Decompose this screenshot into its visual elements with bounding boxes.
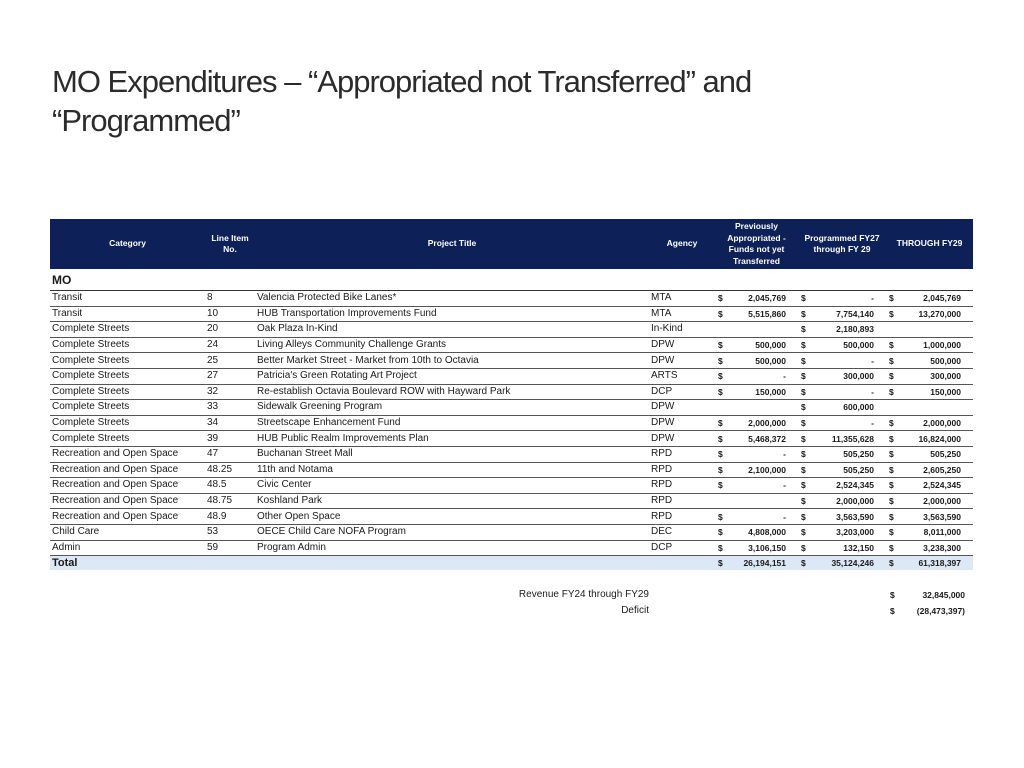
cell-previously-value: 5,515,860	[748, 308, 786, 319]
currency-symbol: $	[889, 433, 894, 444]
currency-symbol: $	[718, 480, 723, 491]
header-through-fy29: THROUGH FY29	[886, 219, 973, 269]
cell-programmed-value: -	[871, 355, 874, 366]
cell-previously	[715, 462, 798, 478]
table-row	[50, 353, 973, 369]
cell-programmed-value: 3,203,000	[836, 527, 874, 538]
cell-previously-value: 500,000	[755, 355, 786, 366]
cell-programmed	[798, 462, 886, 478]
cell-through-value: 3,563,590	[923, 511, 961, 522]
currency-symbol: $	[889, 308, 894, 319]
currency-symbol: $	[801, 511, 806, 522]
cell-line-item: 48.5	[205, 478, 255, 494]
currency-symbol: $	[801, 449, 806, 460]
total-row	[50, 556, 973, 571]
currency-symbol: $	[801, 496, 806, 507]
currency-symbol: $	[889, 371, 894, 382]
currency-symbol: $	[718, 527, 723, 538]
cell-category: Transit	[50, 291, 205, 307]
cell-agency: DEC	[649, 524, 715, 540]
cell-line-item: 59	[205, 540, 255, 556]
cell-through-value: 8,011,000	[923, 527, 961, 538]
cell-previously	[715, 306, 798, 322]
total-previously-value: 26,194,151	[743, 558, 786, 569]
currency-symbol: $	[889, 480, 894, 491]
cell-category: Recreation and Open Space	[50, 446, 205, 462]
cell-line-item: 32	[205, 384, 255, 400]
summary-row	[50, 603, 973, 619]
cell-category: Complete Streets	[50, 384, 205, 400]
cell-programmed-value: 3,563,590	[836, 511, 874, 522]
cell-programmed	[798, 478, 886, 494]
currency-symbol: $	[889, 449, 894, 460]
cell-agency: RPD	[649, 462, 715, 478]
cell-project-title: Re-establish Octavia Boulevard ROW with Hayward Park	[255, 384, 649, 400]
cell-through-value: 2,045,769	[923, 293, 961, 304]
cell-programmed-value: 11,355,628	[831, 433, 874, 444]
cell-through	[886, 291, 973, 307]
header-project-title: Project Title	[255, 219, 649, 269]
cell-line-item: 33	[205, 400, 255, 416]
cell-project-title: Patricia's Green Rotating Art Project	[255, 368, 649, 384]
currency-symbol: $	[801, 418, 806, 429]
cell-through-value: 16,824,000	[918, 433, 961, 444]
cell-project-title: Living Alleys Community Challenge Grants	[255, 337, 649, 353]
cell-agency: DPW	[649, 353, 715, 369]
cell-line-item: 8	[205, 291, 255, 307]
cell-programmed	[798, 322, 886, 338]
cell-programmed-value: 505,250	[843, 464, 874, 475]
cell-line-item: 48.9	[205, 509, 255, 525]
currency-symbol: $	[718, 340, 723, 351]
cell-category: Child Care	[50, 524, 205, 540]
cell-agency: DPW	[649, 400, 715, 416]
cell-agency: RPD	[649, 446, 715, 462]
currency-symbol: $	[718, 386, 723, 397]
cell-previously-value: 2,000,000	[748, 418, 786, 429]
cell-agency: RPD	[649, 478, 715, 494]
cell-previously-value: -	[783, 371, 786, 382]
cell-agency: ARTS	[649, 368, 715, 384]
table-row	[50, 337, 973, 353]
currency-symbol: $	[718, 308, 723, 319]
table-row	[50, 524, 973, 540]
summary-label: Revenue FY24 through FY29	[518, 589, 649, 600]
table-row	[50, 540, 973, 556]
cell-programmed	[798, 384, 886, 400]
cell-line-item: 39	[205, 431, 255, 447]
cell-through-value: 2,524,345	[923, 480, 961, 491]
cell-through	[886, 478, 973, 494]
cell-previously	[715, 493, 798, 509]
currency-symbol: $	[801, 371, 806, 382]
table-row	[50, 368, 973, 384]
cell-through-value: 2,605,250	[923, 464, 961, 475]
cell-previously-value: -	[783, 511, 786, 522]
cell-through	[886, 462, 973, 478]
currency-symbol: $	[889, 386, 894, 397]
cell-previously	[715, 400, 798, 416]
cell-project-title: Oak Plaza In-Kind	[255, 322, 649, 338]
table-row	[50, 415, 973, 431]
currency-symbol: $	[801, 558, 806, 569]
table-row	[50, 462, 973, 478]
section-row	[50, 269, 973, 291]
cell-through-value: 150,000	[930, 386, 961, 397]
cell-through	[886, 306, 973, 322]
total-programmed-value: 35,124,246	[831, 558, 874, 569]
page-title-line-1: MO Expenditures – “Appropriated not Transferred” and	[52, 64, 752, 99]
cell-line-item: 48.75	[205, 493, 255, 509]
cell-previously	[715, 415, 798, 431]
currency-symbol: $	[889, 542, 894, 553]
expenditures-table	[50, 219, 973, 570]
cell-through	[886, 446, 973, 462]
cell-project-title: HUB Transportation Improvements Fund	[255, 306, 649, 322]
cell-through-value: 1,000,000	[923, 340, 961, 351]
cell-previously	[715, 291, 798, 307]
cell-programmed-value: 500,000	[843, 340, 874, 351]
cell-programmed-value: -	[871, 418, 874, 429]
total-spacer	[649, 556, 715, 571]
currency-symbol: $	[801, 355, 806, 366]
cell-previously-value: -	[783, 480, 786, 491]
currency-symbol: $	[889, 511, 894, 522]
currency-symbol: $	[889, 527, 894, 538]
cell-programmed	[798, 291, 886, 307]
cell-agency: MTA	[649, 306, 715, 322]
table-row	[50, 478, 973, 494]
summary-value: (28,473,397)	[916, 606, 965, 616]
currency-symbol: $	[890, 590, 895, 600]
cell-programmed-value: 300,000	[843, 371, 874, 382]
cell-previously	[715, 322, 798, 338]
cell-project-title: Civic Center	[255, 478, 649, 494]
currency-symbol: $	[718, 464, 723, 475]
currency-symbol: $	[801, 464, 806, 475]
table-row	[50, 446, 973, 462]
cell-through	[886, 509, 973, 525]
cell-project-title: Better Market Street - Market from 10th to Octavia	[255, 353, 649, 369]
cell-previously	[715, 509, 798, 525]
table-row	[50, 400, 973, 416]
currency-symbol: $	[889, 464, 894, 475]
currency-symbol: $	[889, 418, 894, 429]
cell-programmed	[798, 368, 886, 384]
page-title-line-2: “Programmed”	[52, 103, 240, 138]
currency-symbol: $	[801, 480, 806, 491]
cell-programmed-value: 7,754,140	[836, 308, 874, 319]
currency-symbol: $	[889, 355, 894, 366]
currency-symbol: $	[889, 496, 894, 507]
currency-symbol: $	[718, 293, 723, 304]
cell-programmed-value: -	[871, 386, 874, 397]
currency-symbol: $	[718, 355, 723, 366]
cell-through-value: 505,250	[930, 449, 961, 460]
cell-through	[886, 540, 973, 556]
cell-previously-value: 150,000	[755, 386, 786, 397]
cell-project-title: HUB Public Realm Improvements Plan	[255, 431, 649, 447]
cell-through	[886, 493, 973, 509]
cell-through-value: 13,270,000	[918, 308, 961, 319]
cell-category: Complete Streets	[50, 337, 205, 353]
cell-agency: RPD	[649, 509, 715, 525]
cell-category: Recreation and Open Space	[50, 462, 205, 478]
summary-label: Deficit	[621, 605, 649, 616]
cell-programmed	[798, 446, 886, 462]
cell-line-item: 27	[205, 368, 255, 384]
cell-line-item: 20	[205, 322, 255, 338]
cell-through	[886, 337, 973, 353]
cell-category: Transit	[50, 306, 205, 322]
section-label: MO	[50, 269, 973, 291]
currency-symbol: $	[801, 293, 806, 304]
currency-symbol: $	[718, 418, 723, 429]
table-header	[50, 219, 973, 269]
cell-through	[886, 368, 973, 384]
cell-project-title: Streetscape Enhancement Fund	[255, 415, 649, 431]
cell-line-item: 34	[205, 415, 255, 431]
cell-previously	[715, 353, 798, 369]
cell-programmed	[798, 493, 886, 509]
header-programmed: Programmed FY27 through FY 29	[798, 219, 886, 269]
currency-symbol: $	[801, 402, 806, 413]
cell-project-title: Other Open Space	[255, 509, 649, 525]
table-body	[50, 269, 973, 570]
cell-category: Complete Streets	[50, 368, 205, 384]
cell-agency: DCP	[649, 384, 715, 400]
total-through	[886, 556, 973, 571]
cell-programmed	[798, 415, 886, 431]
cell-through-value: 500,000	[930, 355, 961, 366]
cell-line-item: 53	[205, 524, 255, 540]
total-label: Total	[50, 556, 205, 571]
cell-previously-value: 4,808,000	[748, 527, 786, 538]
cell-previously-value: 5,468,372	[748, 433, 786, 444]
currency-symbol: $	[801, 527, 806, 538]
header-category: Category	[50, 219, 205, 269]
cell-line-item: 47	[205, 446, 255, 462]
table-row	[50, 291, 973, 307]
cell-programmed	[798, 509, 886, 525]
cell-programmed	[798, 431, 886, 447]
cell-programmed	[798, 337, 886, 353]
cell-project-title: Buchanan Street Mall	[255, 446, 649, 462]
cell-programmed-value: -	[871, 293, 874, 304]
cell-line-item: 24	[205, 337, 255, 353]
cell-through	[886, 353, 973, 369]
cell-category: Complete Streets	[50, 431, 205, 447]
cell-programmed	[798, 353, 886, 369]
cell-programmed-value: 2,524,345	[836, 480, 874, 491]
cell-project-title: 11th and Notama	[255, 462, 649, 478]
cell-programmed-value: 2,000,000	[836, 496, 874, 507]
currency-symbol: $	[801, 386, 806, 397]
cell-through-value: 2,000,000	[923, 418, 961, 429]
cell-previously-value: 3,106,150	[748, 542, 786, 553]
table-row	[50, 306, 973, 322]
cell-agency: In-Kind	[649, 322, 715, 338]
currency-symbol: $	[718, 558, 723, 569]
cell-project-title: Koshland Park	[255, 493, 649, 509]
cell-previously-value: 2,100,000	[748, 464, 786, 475]
currency-symbol: $	[718, 449, 723, 460]
cell-agency: DPW	[649, 337, 715, 353]
cell-line-item: 10	[205, 306, 255, 322]
currency-symbol: $	[889, 340, 894, 351]
table-row	[50, 493, 973, 509]
total-programmed	[798, 556, 886, 571]
currency-symbol: $	[718, 511, 723, 522]
cell-previously-value: 500,000	[755, 340, 786, 351]
cell-project-title: OECE Child Care NOFA Program	[255, 524, 649, 540]
cell-through	[886, 384, 973, 400]
cell-previously-value: 2,045,769	[748, 293, 786, 304]
currency-symbol: $	[890, 606, 895, 616]
cell-programmed	[798, 524, 886, 540]
cell-programmed	[798, 540, 886, 556]
cell-programmed-value: 132,150	[843, 542, 874, 553]
summary-block	[50, 587, 973, 619]
cell-programmed-value: 2,180,893	[836, 324, 874, 335]
cell-agency: RPD	[649, 493, 715, 509]
total-spacer	[255, 556, 649, 571]
cell-category: Admin	[50, 540, 205, 556]
cell-agency: DCP	[649, 540, 715, 556]
currency-symbol: $	[801, 433, 806, 444]
cell-previously	[715, 384, 798, 400]
header-previously-appropriated: Previously Appropriated - Funds not yet Transferred	[715, 219, 798, 269]
cell-previously	[715, 337, 798, 353]
cell-through-value: 300,000	[930, 371, 961, 382]
table-row	[50, 384, 973, 400]
cell-previously	[715, 540, 798, 556]
cell-category: Complete Streets	[50, 322, 205, 338]
cell-programmed	[798, 306, 886, 322]
currency-symbol: $	[889, 558, 894, 569]
cell-project-title: Valencia Protected Bike Lanes*	[255, 291, 649, 307]
cell-agency: MTA	[649, 291, 715, 307]
currency-symbol: $	[718, 371, 723, 382]
table-row	[50, 322, 973, 338]
summary-value: 32,845,000	[922, 590, 965, 600]
currency-symbol: $	[801, 340, 806, 351]
cell-project-title: Program Admin	[255, 540, 649, 556]
cell-previously	[715, 368, 798, 384]
cell-through	[886, 322, 973, 338]
total-previously	[715, 556, 798, 571]
header-agency: Agency	[649, 219, 715, 269]
cell-through-value: 2,000,000	[923, 496, 961, 507]
cell-programmed	[798, 400, 886, 416]
cell-project-title: Sidewalk Greening Program	[255, 400, 649, 416]
table-row	[50, 431, 973, 447]
cell-line-item: 48.25	[205, 462, 255, 478]
cell-previously	[715, 431, 798, 447]
cell-previously	[715, 478, 798, 494]
cell-agency: DPW	[649, 415, 715, 431]
cell-category: Recreation and Open Space	[50, 509, 205, 525]
cell-previously	[715, 446, 798, 462]
cell-category: Complete Streets	[50, 400, 205, 416]
cell-category: Recreation and Open Space	[50, 478, 205, 494]
cell-previously	[715, 524, 798, 540]
currency-symbol: $	[718, 433, 723, 444]
cell-through	[886, 431, 973, 447]
cell-category: Complete Streets	[50, 353, 205, 369]
currency-symbol: $	[801, 542, 806, 553]
currency-symbol: $	[801, 324, 806, 335]
header-line-item: Line Item No.	[205, 219, 255, 269]
cell-programmed-value: 505,250	[843, 449, 874, 460]
summary-row	[50, 587, 973, 603]
cell-line-item: 25	[205, 353, 255, 369]
cell-agency: DPW	[649, 431, 715, 447]
total-through-value: 61,318,397	[918, 558, 961, 569]
cell-programmed-value: 600,000	[843, 402, 874, 413]
cell-category: Recreation and Open Space	[50, 493, 205, 509]
cell-previously-value: -	[783, 449, 786, 460]
table-row	[50, 509, 973, 525]
currency-symbol: $	[889, 293, 894, 304]
cell-through-value: 3,238,300	[923, 542, 961, 553]
page-title	[52, 62, 952, 140]
cell-category: Complete Streets	[50, 415, 205, 431]
currency-symbol: $	[718, 542, 723, 553]
cell-through	[886, 400, 973, 416]
total-spacer	[205, 556, 255, 571]
cell-through	[886, 524, 973, 540]
cell-through	[886, 415, 973, 431]
currency-symbol: $	[801, 308, 806, 319]
